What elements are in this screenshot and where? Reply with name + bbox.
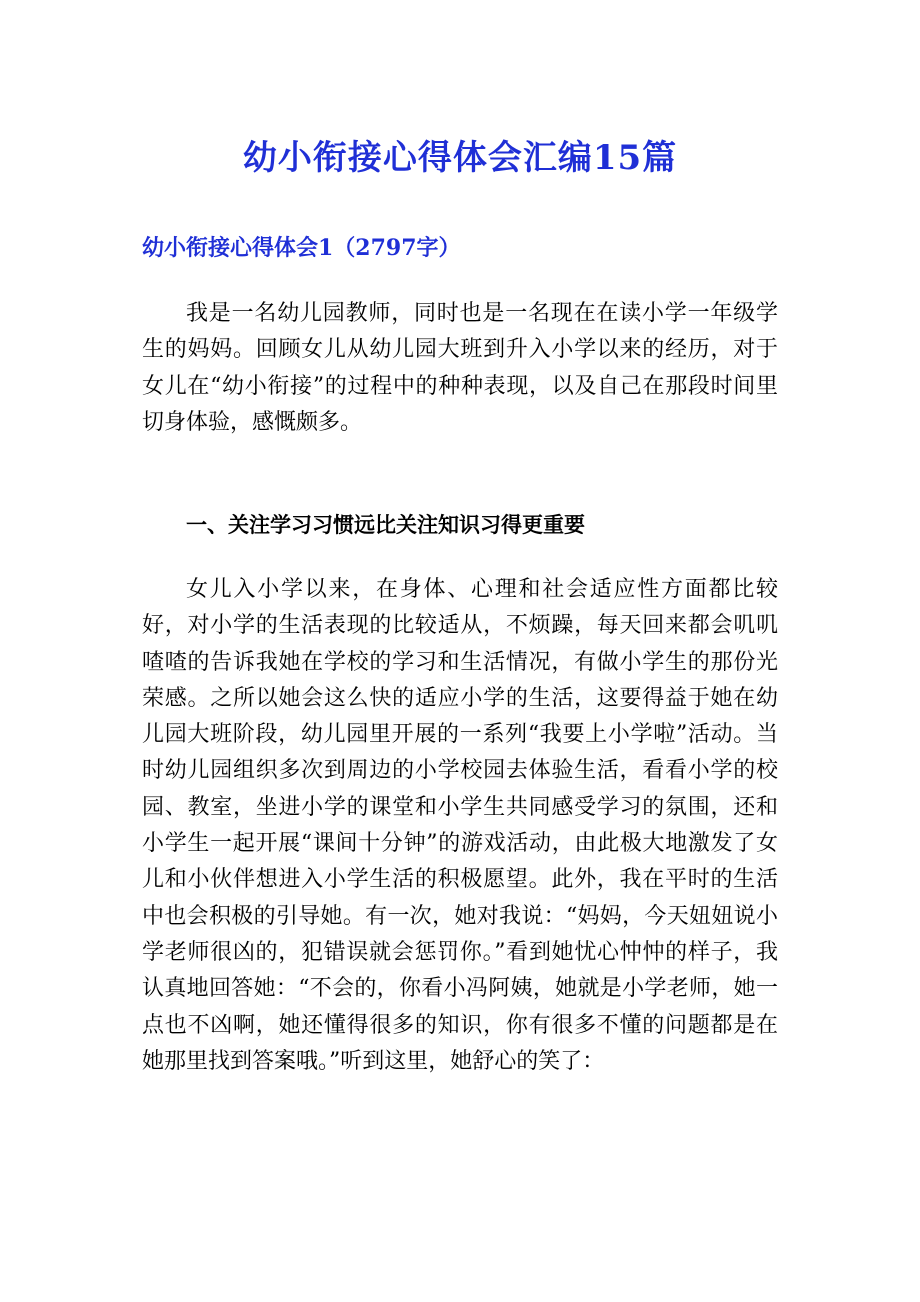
section-heading: 幼小衔接心得体会1（2797字） <box>142 235 461 261</box>
subheading-learning-habits: 一、关注学习习惯远比关注知识习得更重要 <box>186 512 585 537</box>
paragraph-intro: 我是一名幼儿园教师，同时也是一名现在在读小学一年级学生的妈妈。回顾女儿从幼儿园大班到升入小学以来的经历，对于女儿在“幼小衔接”的过程中的种种表现，以及自己在那段时间里切身体验，感慨颇多。 <box>142 301 778 435</box>
paragraph-body: 女儿入小学以来，在身体、心理和社会适应性方面都比较好，对小学的生活表现的比较适从，不烦躁，每天回来都会叽叽喳喳的告诉我她在学校的学习和生活情况，有做小学生的那份光荣感。之所以她会这么快的适应小学的生活，这要得益于她在幼儿园大班阶段，幼儿园里开展的一系列“我要上小学啦”活动。当时幼儿园组织多次到周边的小学校园去体验生活，看看小学的校园、教室，坐进小学的课堂和小学生共同感受学习的氛围，还和小学生一起开展“课间十分钟”的游戏活动，由此极大地激发了女儿和小伙伴想进入小学生活的积极愿望。此外，我在平时的生活中也会积极的引导她。有一次，她对我说：“妈妈，今天妞妞说小学老师很凶的，犯错误就会惩罚你。”看到她忧心忡忡的样子，我认真地回答她：“不会的，你看小冯阿姨，她就是小学老师，她一点也不凶啊，她还懂得很多的知识，你有很多不懂的问题都是在她那里找到答案哦。”听到这里，她舒心的笑了： <box>142 577 778 1074</box>
document-title: 幼小衔接心得体会汇编15篇 <box>242 138 678 178</box>
